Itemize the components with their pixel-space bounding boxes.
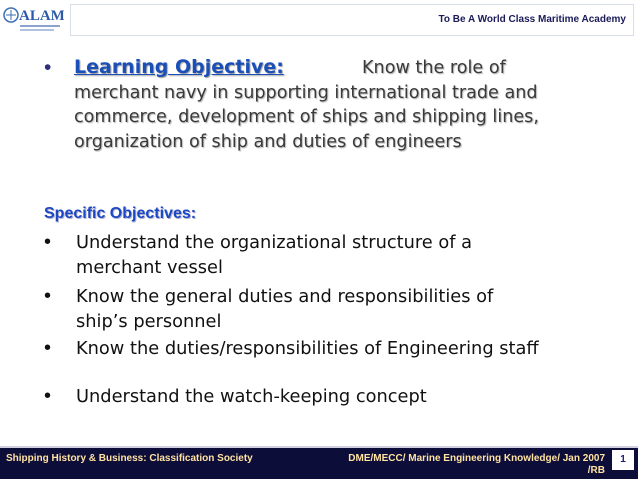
page-number: 1 bbox=[612, 450, 634, 470]
footer-course-code: DME/MECC/ Marine Engineering Knowledge/ Jan 2007 /RB bbox=[348, 453, 605, 476]
slide-footer bbox=[0, 446, 638, 479]
objective-bullet: • bbox=[44, 285, 52, 307]
specific-objectives-title: Specific Objectives: bbox=[44, 205, 197, 222]
footer-course-title: Shipping History & Business: Classification Society bbox=[6, 453, 253, 464]
objective-bullet: • bbox=[44, 337, 52, 359]
learning-objective-text-first: Know the role of bbox=[362, 58, 506, 78]
tagline: To Be A World Class Maritime Academy bbox=[438, 14, 626, 25]
objective-item: Know the duties/responsibilities of Engineering staff bbox=[76, 338, 539, 359]
learning-objective-bullet: • bbox=[44, 56, 52, 79]
slide-header bbox=[0, 0, 638, 42]
footer-divider bbox=[0, 446, 638, 448]
learning-objective bbox=[74, 55, 574, 154]
alam-logo bbox=[2, 3, 64, 39]
learning-objective-label: Learning Objective: bbox=[74, 56, 284, 78]
tagline-box bbox=[70, 4, 634, 36]
objective-item: Understand the organizational structure of a merchant vessel bbox=[76, 232, 473, 278]
objective-item: Understand the watch-keeping concept bbox=[76, 386, 427, 407]
objective-item: Know the general duties and responsibilities of ship’s personnel bbox=[76, 286, 494, 332]
objective-bullet: • bbox=[44, 385, 52, 407]
objective-bullet: • bbox=[44, 231, 52, 253]
learning-objective-text-rest: merchant navy in supporting international trade and commerce, development of ships and shipping lines, organization of ship and duties of engineers bbox=[74, 82, 539, 152]
svg-text:ALAM: ALAM bbox=[19, 8, 64, 24]
